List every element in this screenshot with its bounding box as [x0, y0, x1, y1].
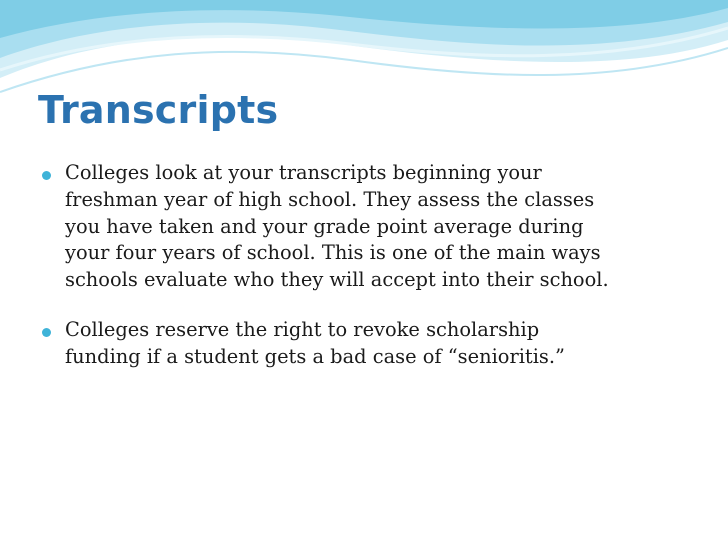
bullet-text-line: freshman year of high school. They assess the classes — [65, 187, 595, 211]
bullet-item-scholarship — [38, 317, 718, 371]
bullet-list — [38, 160, 718, 371]
bullet-text-line: Colleges look at your transcripts beginning your — [65, 161, 542, 184]
bullet-text-line: funding if a student gets a bad case of “senioritis.” — [65, 344, 565, 368]
bullet-text-line: Colleges reserve the right to revoke scholarship — [65, 317, 540, 341]
bullet-text-line: your four years of school. This is one of the main ways — [65, 241, 601, 265]
bullet-dot-icon — [42, 328, 51, 337]
bullet-item-transcripts — [38, 160, 718, 294]
bullet-text-line: schools evaluate who they will accept into their school. — [65, 268, 609, 292]
slide-title: Transcripts — [38, 88, 279, 132]
bullet-text-line: you have taken and your grade point average during — [65, 214, 584, 238]
bullet-dot-icon — [42, 171, 51, 180]
